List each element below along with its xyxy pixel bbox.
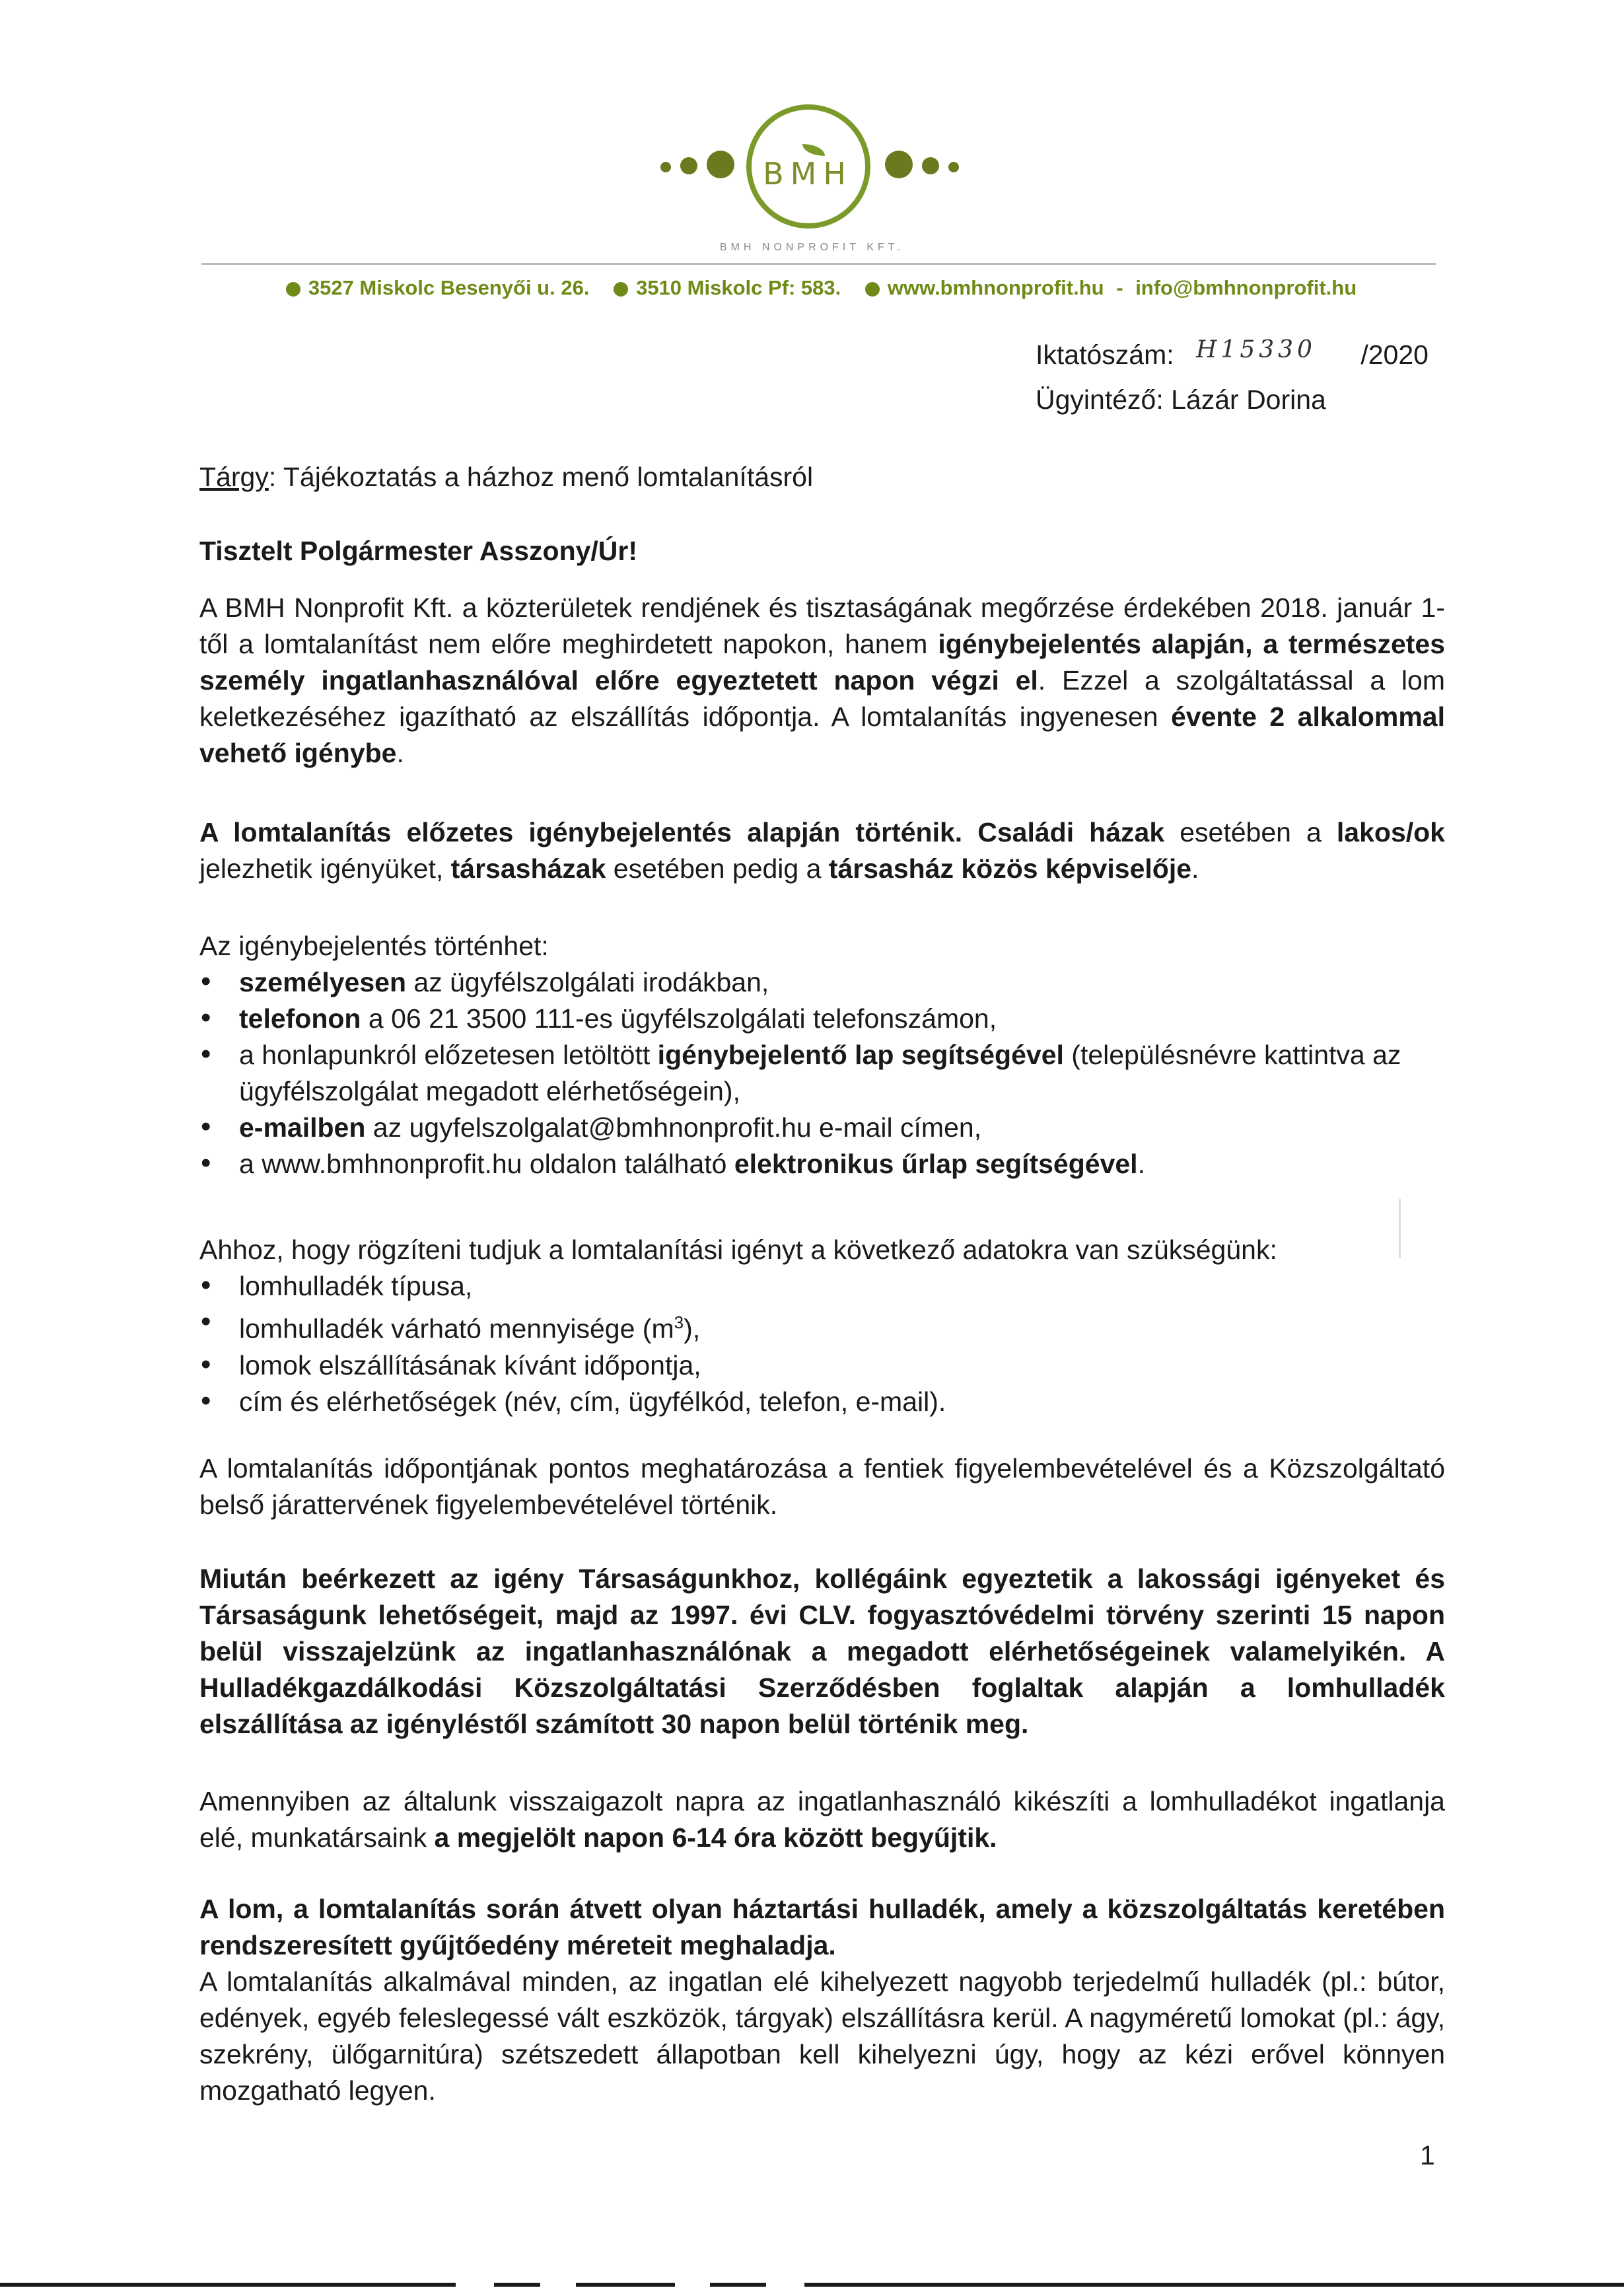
subject-colon: :: [268, 462, 277, 492]
pickup-bold: a megjelölt napon 6-14 óra között begyűjtik.: [434, 1822, 997, 1853]
request-text: esetében a: [1164, 817, 1337, 847]
scan-border: [0, 2283, 456, 2287]
email-link[interactable]: info@bmhnonprofit.hu: [1135, 276, 1357, 299]
intro-bold: évente 2 alkalommal vehető igénybe: [199, 701, 1445, 768]
item-text: a honlapunkról előzetesen letöltött: [239, 1040, 658, 1070]
list-item: [199, 1001, 1445, 1037]
channels-intro: Az igénybejelentés történhet:: [199, 931, 549, 961]
superscript: 3: [674, 1312, 684, 1332]
definition-paragraph: A lomtalanítás alkalmával minden, az ingatlan elé kihelyezett nagyobb terjedelmű hulladék (pl.: bútor, edények, egyéb feleslegessé vált eszközök, tárgyak) elszállításra kerül. A nagyméretű lomokat (pl.: ágy, szekrény, ülőgarnitúra) szétszedett állapotban kell kihelyezni úgy, hogy az kézi erővel könnyen mozgatható legyen.: [199, 1966, 1445, 2106]
data-needed-list: [199, 1268, 1445, 1420]
case-officer-label: Ügyintéző:: [1036, 384, 1164, 415]
logo-dot: [948, 162, 959, 172]
logo-dot: [680, 157, 697, 174]
item-bold: telefonon: [239, 1003, 361, 1034]
address-main: 3527 Miskolc Besenyői u. 26.: [308, 276, 590, 299]
list-item: [199, 1305, 1445, 1347]
logo-dot: [660, 162, 671, 172]
letterhead-logo: [0, 99, 1624, 211]
pickup-paragraph: [199, 1783, 1445, 1856]
data-needed-section: [199, 1232, 1445, 1420]
item-bold: igénybejelentő lap segítségével: [657, 1040, 1064, 1070]
item-text: a 06 21 3500 111-es ügyfélszolgálati telefonszámon,: [361, 1003, 997, 1034]
website-link[interactable]: www.bmhnonprofit.hu: [887, 276, 1104, 299]
intro-text: . Ezzel a szolgáltatással a lom keletkezéséhez igazítható az elszállítás időpontja. A lomtalanítás ingyenesen: [199, 665, 1445, 732]
item-bold: személyesen: [239, 967, 407, 997]
item-text: (településnévre kattintva az ügyfélszolgálat megadott elérhetőségein),: [239, 1040, 1401, 1106]
company-small-name: BMH NONPROFIT KFT.: [719, 242, 905, 253]
definition-bold: A lom, a lomtalanítás során átvett olyan háztartási hulladék, amely a közszolgáltatás keretében rendszeresített gyűjtőedény méreteit meghaladja.: [199, 1894, 1445, 1960]
request-bold: társasház közös képviselője: [828, 853, 1192, 884]
list-item: [199, 1146, 1445, 1182]
scan-border: [576, 2283, 675, 2287]
request-text: esetében pedig a: [606, 853, 829, 884]
list-item: [199, 1110, 1445, 1146]
logo-dot: [707, 151, 734, 178]
intro-paragraph: [199, 590, 1445, 771]
reference-year: /2020: [1360, 340, 1429, 370]
bullet-icon: [614, 282, 628, 297]
bullet-icon: [865, 282, 880, 297]
channels-section: [199, 928, 1445, 1182]
bullet-icon: [286, 282, 300, 297]
reference-number-row: [1036, 336, 1429, 371]
scan-border: [494, 2283, 540, 2287]
subject-label: Tárgy: [199, 462, 269, 492]
subject-line: [199, 459, 1445, 495]
pickup-text: Amennyiben az általunk visszaigazolt napra az ingatlanhasználó kikészíti a lomhulladékot ingatlanja elé, munkatársaink: [199, 1786, 1445, 1853]
item-text: az ugyfelszolgalat@bmhnonprofit.hu e-mail címen,: [365, 1112, 982, 1143]
list-item: • cím és elérhetőségek (név, cím, ügyfélkód, telefon, e-mail).: [199, 1384, 1445, 1420]
intro-text: .: [396, 738, 404, 768]
salutation: Tisztelt Polgármester Asszony/Úr!: [199, 536, 638, 566]
request-text: jelezhetik igényüket,: [199, 853, 451, 884]
item-text: ),: [684, 1313, 701, 1344]
reference-label: Iktatószám:: [1036, 340, 1174, 370]
request-paragraph: [199, 814, 1445, 887]
request-bold: társasházak: [450, 853, 606, 884]
list-item: • lomhulladék típusa,: [199, 1268, 1445, 1305]
page-number: 1: [1420, 2140, 1435, 2170]
list-item: • lomok elszállításának kívánt időpontja,: [199, 1347, 1445, 1384]
case-officer-row: [1036, 384, 1326, 415]
intro-text: A BMH Nonprofit Kft. a közterületek rendjének és tisztaságának megőrzése érdekében 2018. január 1-től a lomtalanítást nem előre meghirdetett napokon, hanem: [199, 592, 1445, 659]
timing-paragraph: A lomtalanítás időpontjának pontos meghatározása a fentiek figyelembevételével és a Közszolgáltató belső járattervének figyelembevételével történik.: [199, 1453, 1445, 1520]
contact-line: [0, 276, 1624, 300]
item-bold: e-mailben: [239, 1112, 366, 1143]
handwritten-number: H15330: [1196, 336, 1316, 363]
procedure-paragraph: Miután beérkezett az igény Társaságunkhoz, kollégáink egyeztetik a lakossági igényeket és Társaságunk lehetőségeit, majd az 1997. évi CLV. fogyasztóvédelmi törvény szerinti 15 napon belül visszajelzünk az ingatlanhasználónak a megadott elérhetőségeinek valamelyikén. A Hulladékgazdálkodási Közszolgáltatási Szerződésben foglaltak alapján a lomhulladék elszállítása az igényléstől számított 30 napon belül történik meg.: [199, 1563, 1445, 1739]
data-needed-intro: Ahhoz, hogy rögzíteni tudjuk a lomtalanítási igényt a következő adatokra van szükségünk:: [199, 1234, 1277, 1265]
address-po-box: 3510 Miskolc Pf: 583.: [636, 276, 841, 299]
logo-text: BMH: [763, 156, 853, 192]
contact-dash: -: [1116, 276, 1123, 299]
case-officer-name: Lázár Dorina: [1171, 384, 1326, 415]
list-item: [199, 1037, 1445, 1110]
item-text: a www.bmhnonprofit.hu oldalon található: [239, 1149, 734, 1179]
list-item: [199, 964, 1445, 1001]
scan-border: [804, 2283, 1624, 2287]
request-bold: lakos/ok: [1336, 817, 1445, 847]
channels-list: [199, 964, 1445, 1182]
request-text: .: [1191, 853, 1199, 884]
item-bold: elektronikus űrlap segítségével: [734, 1149, 1138, 1179]
subject-text: Tájékoztatás a házhoz menő lomtalanításról: [276, 462, 814, 492]
request-bold: A lomtalanítás előzetes igénybejelentés alapján történik. Családi házak: [199, 817, 1165, 847]
item-text: .: [1137, 1149, 1145, 1179]
logo-dot: [885, 151, 913, 178]
item-text: lomhulladék várható mennyisége (m: [239, 1313, 674, 1344]
intro-bold: igénybejelentés alapján, a természetes személy ingatlanhasználóval előre egyeztetett napon végzi el: [199, 629, 1446, 696]
logo-dot: [922, 157, 939, 174]
header-divider: [201, 263, 1436, 265]
scan-border: [710, 2283, 766, 2287]
item-text: az ügyfélszolgálati irodákban,: [406, 967, 769, 997]
